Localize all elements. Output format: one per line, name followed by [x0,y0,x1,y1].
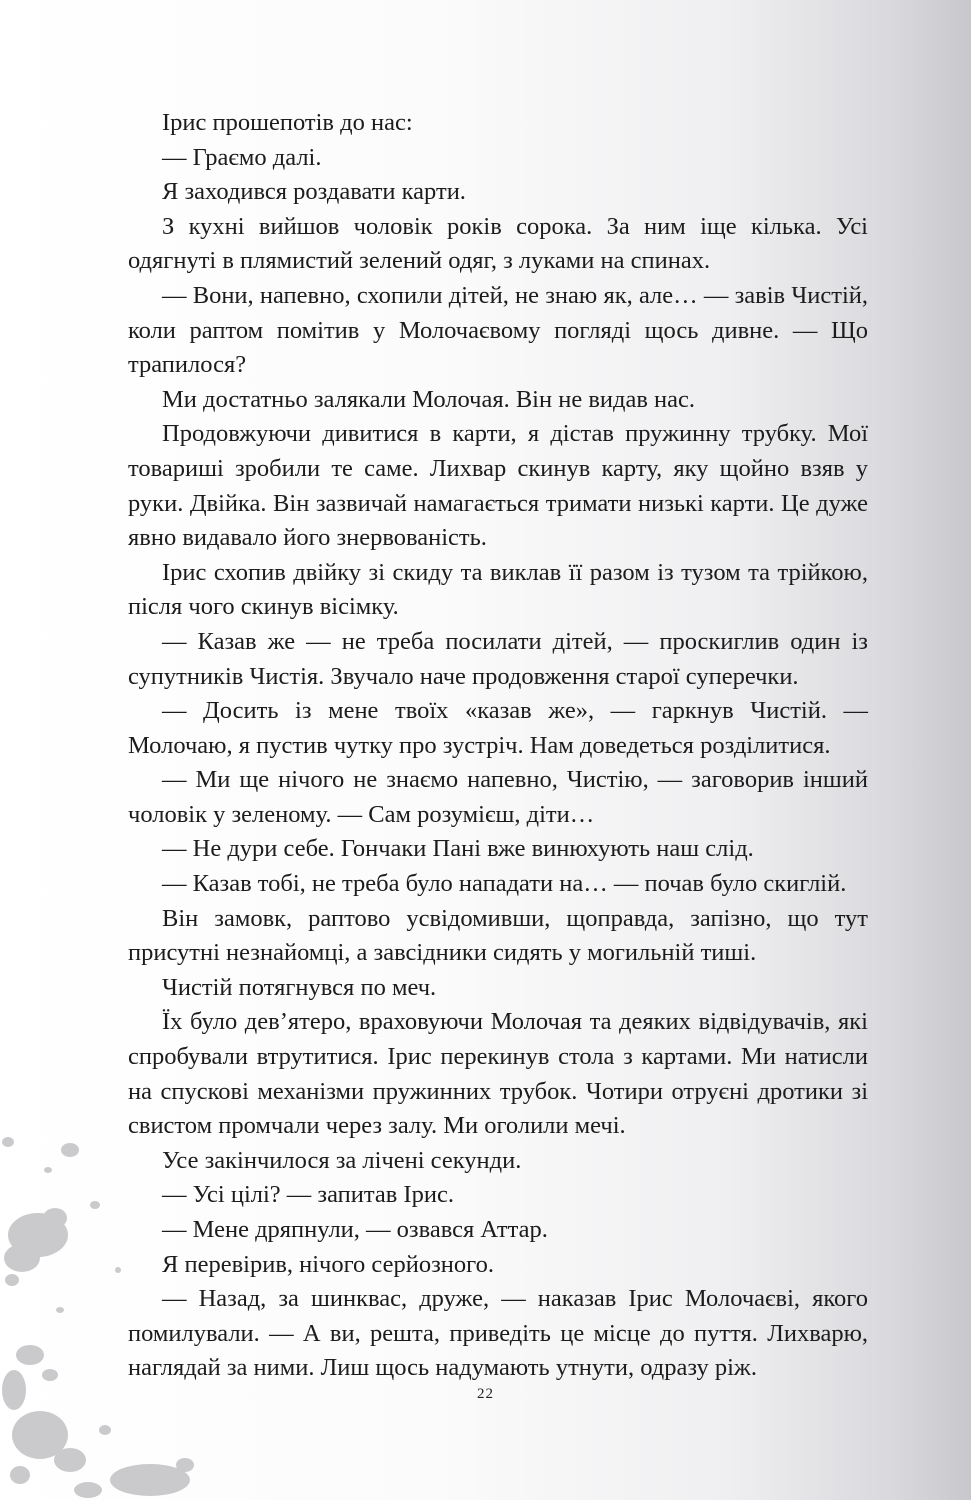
paragraph: — Не дури себе. Гончаки Пані вже винюхують наш слід. [162,835,754,863]
paragraph: З кухні вийшов чоловік років сорока. За ним іще кілька. Усі одягнуті в плямистий зелений одяг, з луками на спинах. [128,212,868,275]
paragraph: — Назад, за шинквас, друже, — наказав Ірис Молочаєві, якого помилували. — А ви, решта, приведіть це місце до пуття. Лихварю, наглядай за ними. Лиш щось надумають утнути, одразу ріж. [128,1285,868,1382]
paragraph: — Граємо далі. [162,143,322,171]
paragraph: Ірис прошепотів до нас: [162,109,413,136]
paragraph: Ми достатньо залякали Молочая. Він не видав нас. [162,385,696,413]
paragraph: Я заходився роздавати карти. [162,178,466,206]
paragraph: Усе закінчилося за лічені секунди. [162,1146,522,1174]
paragraph: Чистій потягнувся по меч. [162,973,437,1001]
paragraph: — Ми ще нічого не знаємо напевно, Чистію, — заговорив інший чоловік у зеленому. — Сам розумієш, діти… [128,766,868,828]
paragraph: — Вони, напевно, схопили дітей, не знаю як, але… — завів Чистій, коли раптом помітив у Молочаєвому погляді щось дивне. — Що трапилося? [128,281,868,379]
chapter-text [128,106,868,1386]
paragraph: Він замовк, раптово усвідомивши, щоправда, запізно, що тут присутні незнайомці, а завсідники сидять у могильній тиші. [128,904,868,967]
paragraph: Продовжуючи дивитися в карти, я дістав пружинну трубку. Мої товариші зробили те саме. Лихвар скинув карту, яку щойно взяв у руки. Двійка. Він зазвичай намагається тримати низькі карти. Це дуже явно видавало його знервованість. [128,420,868,552]
paragraph: — Казав же — не треба посилати дітей, — проскиглив один із супутників Чистія. Звучало наче продовження старої суперечки. [128,627,868,690]
paragraph: Я перевірив, нічого серйозного. [162,1250,494,1278]
page-number: 22 [477,1386,494,1402]
paragraph: — Казав тобі, не треба було нападати на… — почав було скиглій. [162,870,847,898]
paragraph: — Мене дряпнули, — озвався Аттар. [162,1216,548,1243]
paragraph: — Досить із мене твоїх «казав же», — гаркнув Чистій. — Молочаю, я пустив чутку про зустріч. Нам доведеться розділитися. [128,697,868,759]
paragraph: Ірис схопив двійку зі скиду та виклав її разом із тузом та трійкою, після чого скинув вісімку. [128,558,868,621]
paragraph: Їх було дев’ятеро, враховуючи Молочая та деяких відвідувачів, які спробували втрутитися. Ірис перекинув стола з картами. Ми натисли на спускові механізми пружинних трубок. Чотири отруєні дротики зі свистом промчали через залу. Ми оголили мечі. [128,1008,868,1140]
paragraph: — Усі цілі? — запитав Ірис. [162,1181,454,1209]
